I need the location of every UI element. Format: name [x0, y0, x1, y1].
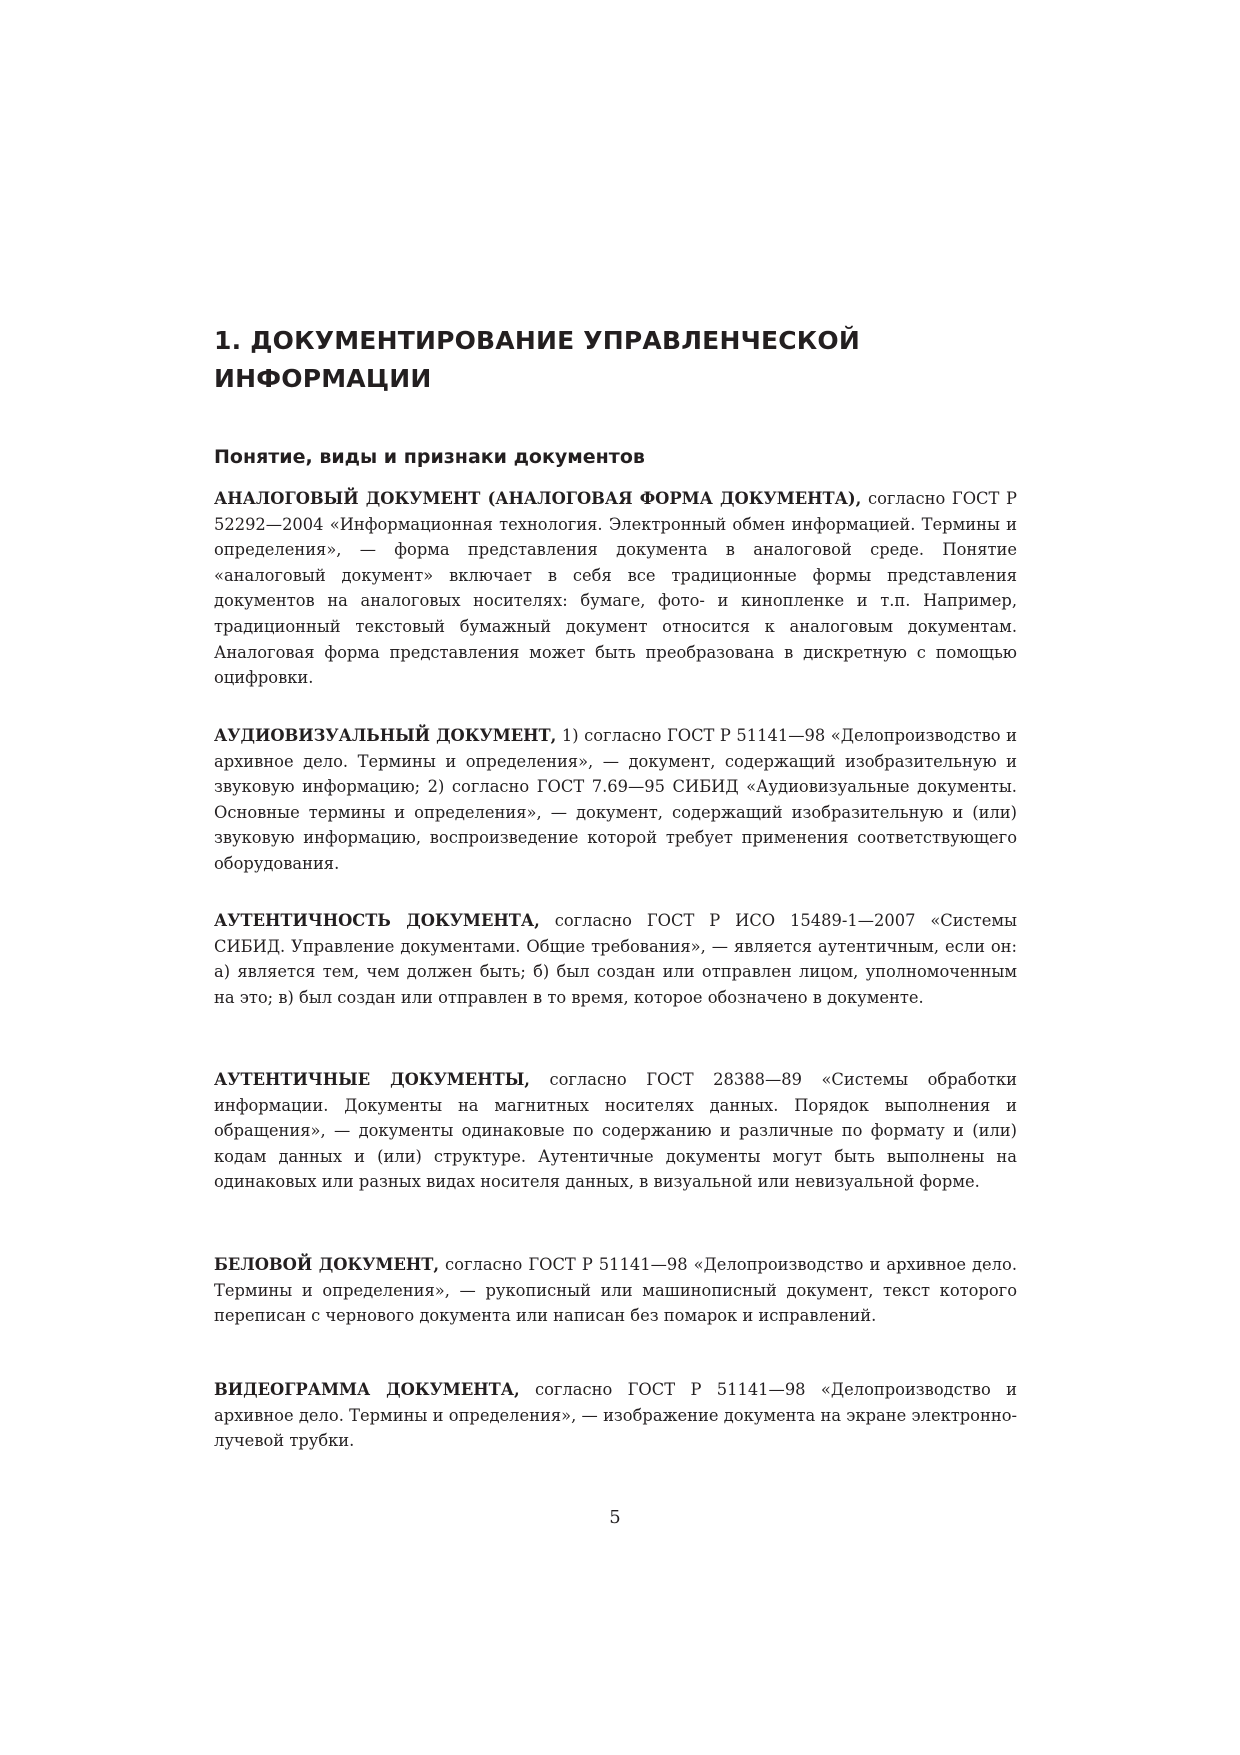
- entry-term: АУДИОВИЗУАЛЬНЫЙ ДОКУМЕНТ,: [214, 726, 557, 745]
- entry-term: БЕЛОВОЙ ДОКУМЕНТ,: [214, 1255, 440, 1274]
- chapter-title-line-2: ИНФОРМАЦИИ: [214, 364, 432, 393]
- glossary-entry-document-videogram: [214, 1377, 1017, 1454]
- glossary-entry-authentic-documents: [214, 1067, 1017, 1195]
- page-number: 5: [609, 1507, 621, 1528]
- glossary-entry-document-authenticity: [214, 908, 1017, 1010]
- entry-definition: согласно ГОСТ 28388—89 «Системы обработки информации. Документы на магнитных носителях данных. Порядок выполнения и обращения», — документы одинаковые по содержанию и различные по формату и (или) кодам данных и (или) структуре. Аутентичные документы могут быть выполнены на одинаковых или разных видах носителя данных, в визуальной или невизуальной форме.: [214, 1070, 1017, 1192]
- entry-definition: согласно ГОСТ Р ИСО 15489-1—2007 «Системы СИБИД. Управление документами. Общие требования», — является аутентичным, если он: а) является тем, чем должен быть; б) был создан или отправлен лицом, уполномоченным на это; в) был создан или отправлен в то время, которое обозначено в документе.: [214, 911, 1018, 1007]
- glossary-entry-analog-document: [214, 486, 1017, 691]
- glossary-entry-audiovisual-document: [214, 723, 1017, 877]
- section-title: Понятие, виды и признаки документов: [214, 446, 645, 468]
- entry-definition: 1) согласно ГОСТ Р 51141—98 «Делопроизводство и архивное дело. Термины и определения», — документ, содержащий изобразительную и звуковую информацию; 2) согласно ГОСТ 7.69—95 СИБИД «Аудиовизуальные документы. Основные термины и определения», — документ, содержащий изобразительную и (или) звуковую информацию, воспроизведение которой требует применения соответствующего оборудования.: [214, 726, 1017, 873]
- entry-definition: согласно ГОСТ Р 51141—98 «Делопроизводство и архивное дело. Термины и определения», — рукописный или машинописный документ, текст которого переписан с чернового документа или написан без помарок и исправлений.: [214, 1255, 1017, 1326]
- entry-definition: согласно ГОСТ Р 51141—98 «Делопроизводство и архивное дело. Термины и определения», — изображение документа на экране электронно-лучевой трубки.: [214, 1380, 1017, 1451]
- entry-definition: согласно ГОСТ Р 52292—2004 «Информационная технология. Электронный обмен информацией. Термины и определения», — форма представления документа в аналоговой среде. Понятие «аналоговый документ» включает в себя все традиционные формы представления документов на аналоговых носителях: бумаге, фото- и кинопленке и т.п. Например, традиционный текстовый бумажный документ относится к аналоговым документам. Аналоговая форма представления может быть преобразована в дискретную с помощью оцифровки.: [214, 489, 1017, 688]
- entry-term: АНАЛОГОВЫЙ ДОКУМЕНТ (АНАЛОГОВАЯ ФОРМА ДОКУМЕНТА),: [214, 489, 862, 508]
- entry-term: ВИДЕОГРАММА ДОКУМЕНТА,: [214, 1380, 520, 1399]
- entry-term: АУТЕНТИЧНОСТЬ ДОКУМЕНТА,: [214, 911, 540, 930]
- chapter-title: [214, 322, 1034, 398]
- chapter-title-line-1: 1. ДОКУМЕНТИРОВАНИЕ УПРАВЛЕНЧЕСКОЙ: [214, 326, 861, 355]
- glossary-entry-fair-copy-document: [214, 1252, 1017, 1329]
- entry-term: АУТЕНТИЧНЫЕ ДОКУМЕНТЫ,: [214, 1070, 530, 1089]
